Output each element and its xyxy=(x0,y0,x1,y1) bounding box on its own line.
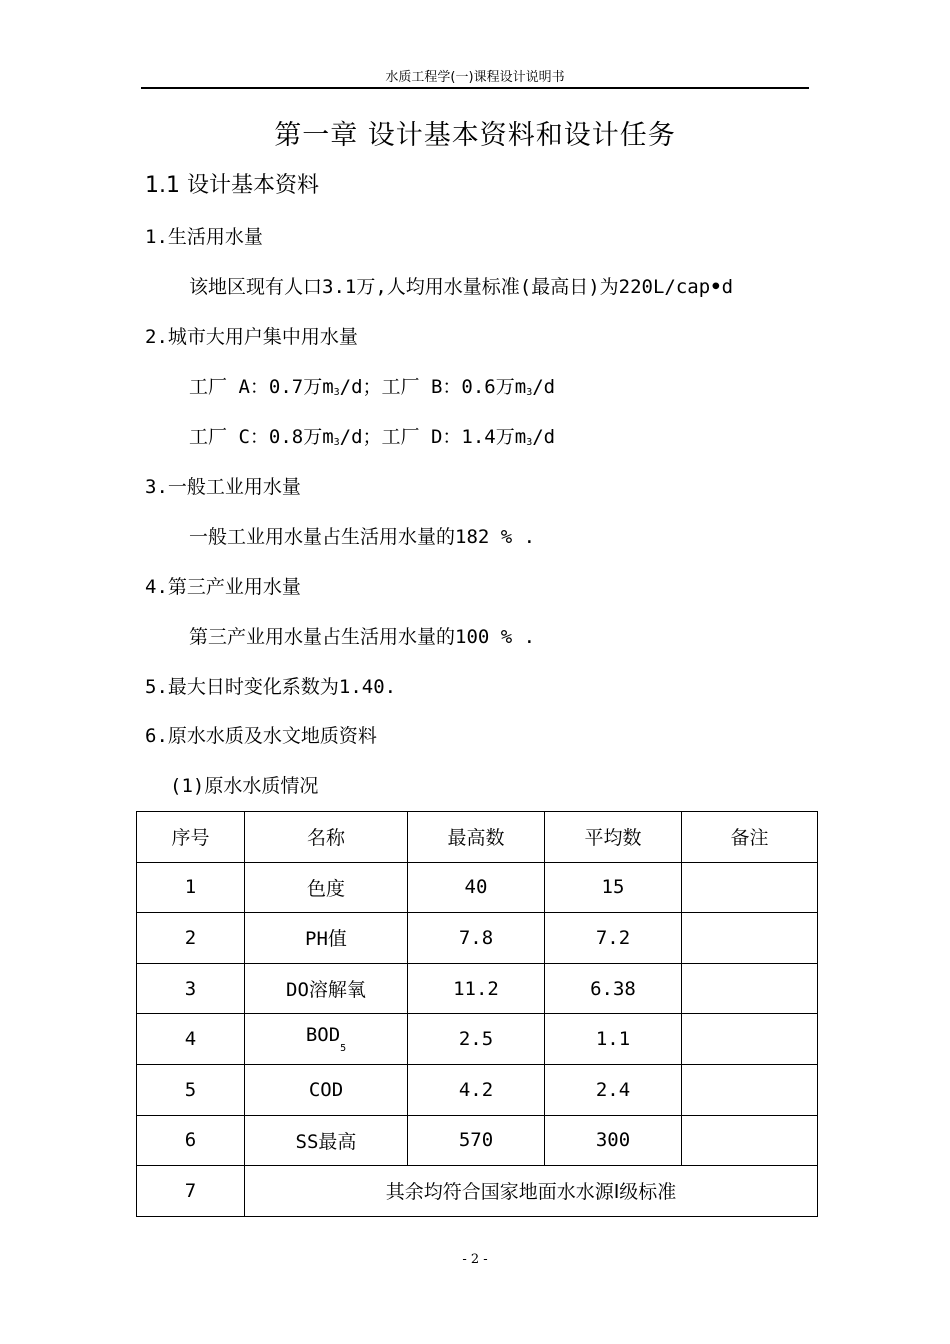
bod-subscript: 5 xyxy=(340,1043,347,1055)
table-cell: 7.8 xyxy=(408,913,545,964)
factory-c-text: 工厂 C：0.8万m xyxy=(189,426,334,448)
bod-label: BOD xyxy=(305,1024,341,1047)
table-row xyxy=(137,1166,818,1217)
unit-text: /d xyxy=(532,426,556,448)
table-header-cell: 序号 xyxy=(137,812,245,863)
paragraph-raw-water-quality: (1)原水水质情况 xyxy=(170,775,319,797)
table-cell xyxy=(245,1014,408,1065)
table-cell xyxy=(682,862,818,913)
table-cell: SS最高 xyxy=(245,1115,408,1166)
table-cell xyxy=(682,1115,818,1166)
table-cell: 5 xyxy=(137,1064,245,1115)
factory-b-text: /d；工厂 B：0.6万m xyxy=(339,376,527,398)
water-quality-table xyxy=(136,811,818,1217)
table-header-row xyxy=(137,812,818,863)
paragraph-domestic-water-unit: d xyxy=(721,276,734,298)
paragraph-industrial-water: 一般工业用水量占生活用水量的182 % . xyxy=(189,526,536,548)
table-cell: 7 xyxy=(137,1166,245,1217)
table-row xyxy=(137,1014,818,1065)
heading-variation-coefficient: 5.最大日时变化系数为1.40. xyxy=(145,676,397,698)
chapter-title: 第一章 设计基本资料和设计任务 xyxy=(274,120,676,151)
subscript-3: 3 xyxy=(333,437,340,448)
table-cell: 6 xyxy=(137,1115,245,1166)
bullet-dot: • xyxy=(710,276,722,298)
table-cell: 3 xyxy=(137,963,245,1014)
table-cell: 6.38 xyxy=(545,963,682,1014)
table-cell xyxy=(682,1064,818,1115)
table-cell xyxy=(682,913,818,964)
table-cell: 1 xyxy=(137,862,245,913)
table-cell: 2.5 xyxy=(408,1014,545,1065)
table-cell: 2.4 xyxy=(545,1064,682,1115)
table-cell: 11.2 xyxy=(408,963,545,1014)
table-cell: 4 xyxy=(137,1014,245,1065)
table-row xyxy=(137,862,818,913)
subscript-3: 3 xyxy=(526,437,533,448)
table-cell: 1.1 xyxy=(545,1014,682,1065)
table-header-cell: 最高数 xyxy=(408,812,545,863)
table-cell: DO溶解氧 xyxy=(245,963,408,1014)
table-cell xyxy=(682,963,818,1014)
subscript-3: 3 xyxy=(526,387,533,398)
heading-domestic-water: 1.生活用水量 xyxy=(145,226,263,248)
heading-industrial-water: 3.一般工业用水量 xyxy=(145,476,301,498)
factory-a-text: 工厂 A：0.7万m xyxy=(189,376,334,398)
table-cell: 4.2 xyxy=(408,1064,545,1115)
table-row xyxy=(137,1064,818,1115)
header-rule xyxy=(141,87,809,89)
table-cell: 2 xyxy=(137,913,245,964)
table-row xyxy=(137,963,818,1014)
table-cell-merged: 其余均符合国家地面水水源Ⅰ级标准 xyxy=(245,1166,818,1217)
table-cell: COD xyxy=(245,1064,408,1115)
paragraph-tertiary-water: 第三产业用水量占生活用水量的100 % . xyxy=(189,626,536,648)
paragraph-domestic-water-text: 该地区现有人口3.1万,人均用水量标准(最高日)为220L/cap xyxy=(189,276,711,298)
table-cell xyxy=(682,1014,818,1065)
subscript-3: 3 xyxy=(333,387,340,398)
table-header-cell: 平均数 xyxy=(545,812,682,863)
table-cell: 15 xyxy=(545,862,682,913)
heading-tertiary-water: 4.第三产业用水量 xyxy=(145,576,301,598)
page-number: - 2 - xyxy=(462,1252,488,1267)
table-cell: 色度 xyxy=(245,862,408,913)
factory-d-text: /d；工厂 D：1.4万m xyxy=(339,426,527,448)
table-row xyxy=(137,913,818,964)
table-cell: 40 xyxy=(408,862,545,913)
factory-cd-line xyxy=(189,422,555,449)
heading-major-users: 2.城市大用户集中用水量 xyxy=(145,326,358,348)
table-header-cell: 备注 xyxy=(682,812,818,863)
unit-text: /d xyxy=(532,376,556,398)
page-header: 水质工程学(一)课程设计说明书 xyxy=(385,70,565,85)
paragraph-domestic-water xyxy=(189,272,733,299)
table-cell: 7.2 xyxy=(545,913,682,964)
table-cell: 570 xyxy=(408,1115,545,1166)
table-cell: 300 xyxy=(545,1115,682,1166)
table-row xyxy=(137,1115,818,1166)
section-title: 1.1 设计基本资料 xyxy=(145,173,319,198)
table-cell: PH值 xyxy=(245,913,408,964)
heading-raw-water-quality: 6.原水水质及水文地质资料 xyxy=(145,725,377,747)
factory-ab-line xyxy=(189,372,555,399)
table-header-cell: 名称 xyxy=(245,812,408,863)
